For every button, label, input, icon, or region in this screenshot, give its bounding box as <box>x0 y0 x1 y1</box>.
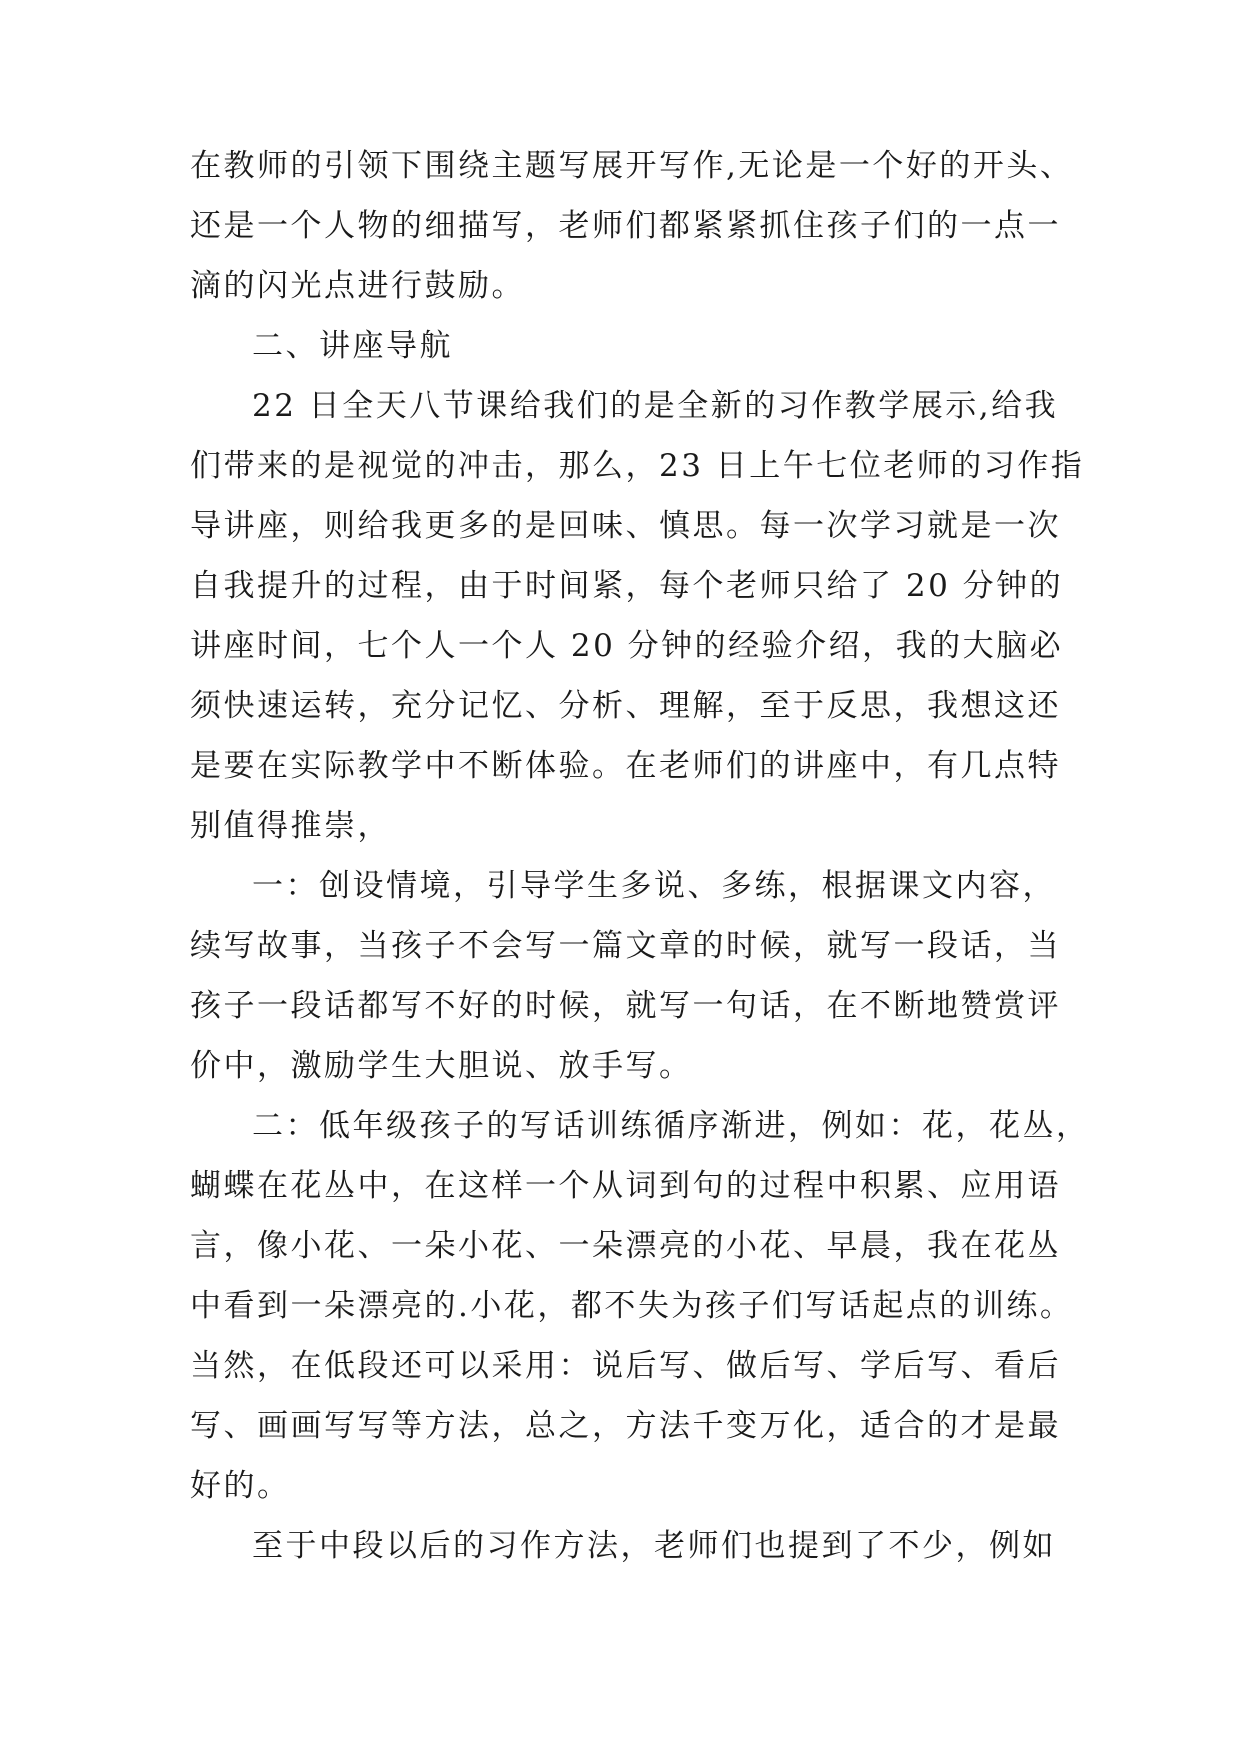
section-heading: 二、讲座导航 <box>252 328 453 364</box>
text-line: 中看到一朵漂亮的.小花，都不失为孩子们写话起点的训练。 <box>190 1288 1074 1324</box>
text-line: 们带来的是视觉的冲击，那么，23 日上午七位老师的习作指 <box>190 448 1085 484</box>
text-line: 写、画画写写等方法，总之，方法千变万化，适合的才是最 <box>190 1408 1061 1444</box>
text-line: 讲座时间，七个人一个人 20 分钟的经验介绍，我的大脑必 <box>190 628 1064 664</box>
text-line: 好的。 <box>190 1468 291 1504</box>
text-line: 当然，在低段还可以采用：说后写、做后写、学后写、看后 <box>190 1348 1061 1384</box>
text-line: 价中，激励学生大胆说、放手写。 <box>190 1048 693 1084</box>
text-line: 别值得推崇， <box>190 808 391 844</box>
text-line: 在教师的引领下围绕主题写展开写作,无论是一个好的开头、 <box>190 148 1074 184</box>
text-line: 导讲座，则给我更多的是回味、慎思。每一次学习就是一次 <box>190 508 1061 544</box>
text-line: 至于中段以后的习作方法，老师们也提到了不少，例如 <box>252 1528 1056 1564</box>
text-line: 22 日全天八节课给我们的是全新的习作教学展示,给我 <box>252 388 1059 424</box>
text-line: 蝴蝶在花丛中，在这样一个从词到句的过程中积累、应用语 <box>190 1168 1061 1204</box>
text-line: 自我提升的过程，由于时间紧，每个老师只给了 20 分钟的 <box>190 568 1064 604</box>
text-line: 还是一个人物的细描写，老师们都紧紧抓住孩子们的一点一 <box>190 208 1061 244</box>
text-line: 一：创设情境，引导学生多说、多练，根据课文内容， <box>252 868 1056 904</box>
text-line: 续写故事，当孩子不会写一篇文章的时候，就写一段话，当 <box>190 928 1061 964</box>
text-line: 滴的闪光点进行鼓励。 <box>190 268 525 304</box>
text-line: 言，像小花、一朵小花、一朵漂亮的小花、早晨，我在花丛 <box>190 1228 1061 1264</box>
text-line: 孩子一段话都写不好的时候，就写一句话，在不断地赞赏评 <box>190 988 1061 1024</box>
text-line: 二：低年级孩子的写话训练循序渐进，例如：花，花丛， <box>252 1108 1090 1144</box>
text-line: 须快速运转，充分记忆、分析、理解，至于反思，我想这还 <box>190 688 1061 724</box>
text-line: 是要在实际教学中不断体验。在老师们的讲座中，有几点特 <box>190 748 1061 784</box>
